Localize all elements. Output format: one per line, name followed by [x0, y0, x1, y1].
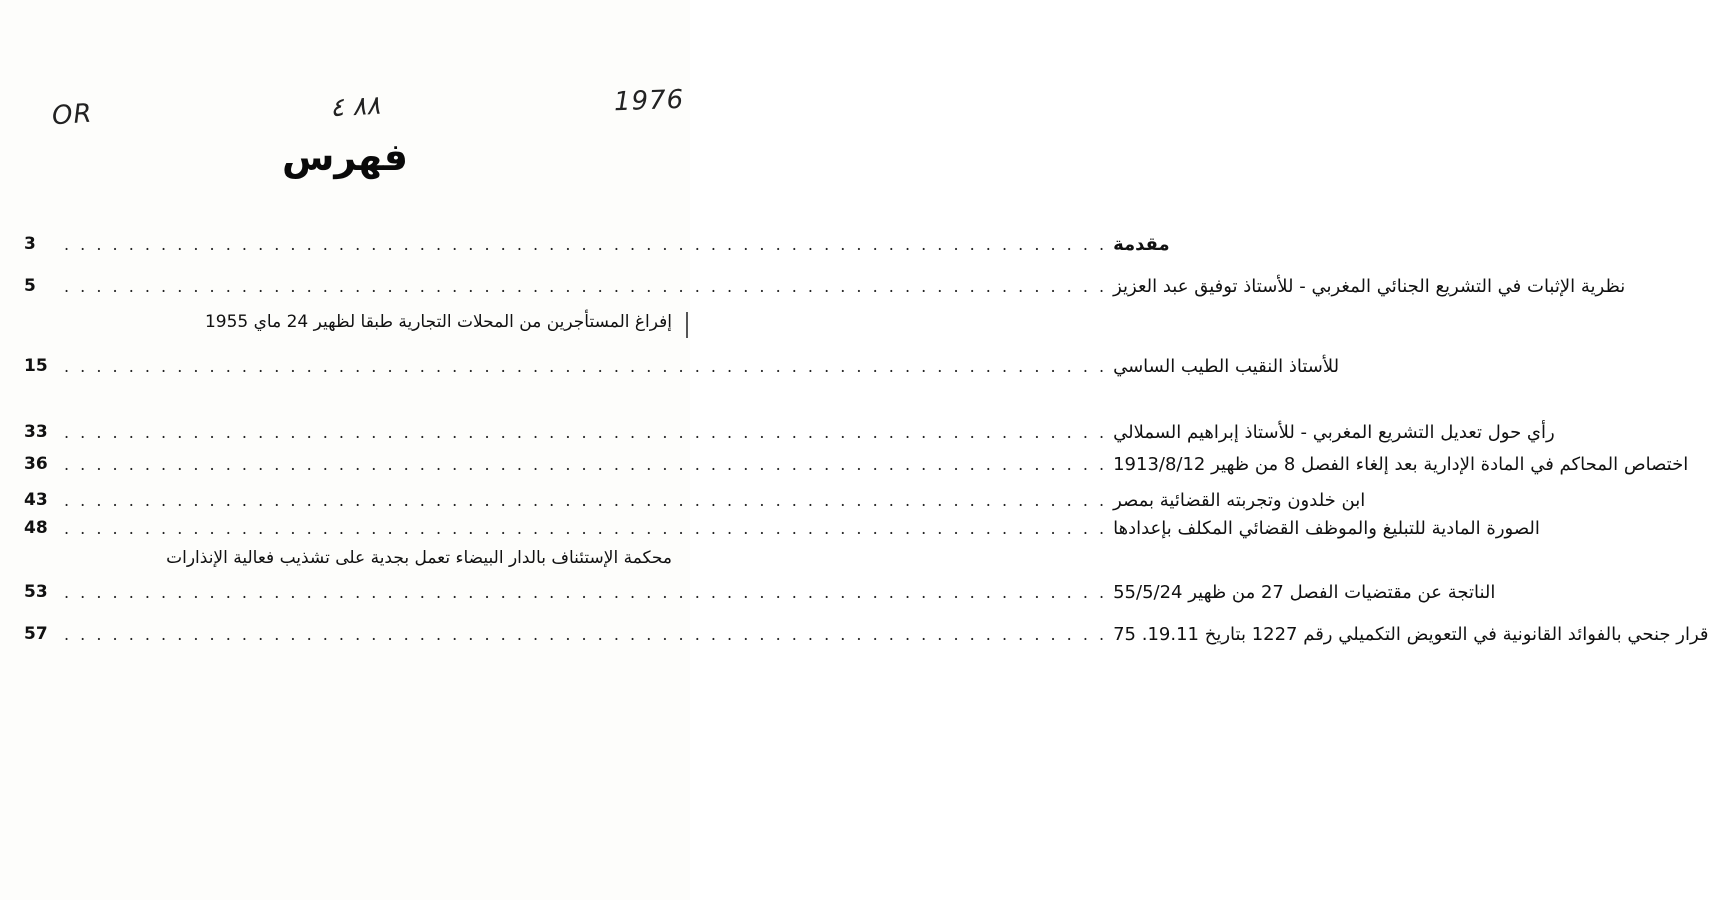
toc-leader-dots: . . . . . . . . . . . . . . . . . . . . . . . . . . . . . . . . . . . . . . . . . . . . . . . . . . . . . . . . . . . . . . . . . — [64, 356, 1108, 376]
toc-entry-title: محكمة الإستئناف بالدار البيضاء تعمل بجدية على تشذيب فعالية الإنذارات — [166, 548, 672, 568]
handwritten-note-left: OR — [51, 98, 94, 132]
toc-leader-dots: . . . . . . . . . . . . . . . . . . . . . . . . . . . . . . . . . . . . . . . . . . . . . . . . . . . . . . . . . . . . . . . . . — [64, 276, 1108, 296]
toc-entry-title: مقدمة — [1113, 233, 1170, 255]
toc-leader-dots: . . . . . . . . . . . . . . . . . . . . . . . . . . . . . . . . . . . . . . . . . . . . . . . . . . . . . . . . . . . . . . . . . — [64, 518, 1108, 538]
toc-entry-title: قرار جنحي بالفوائد القانونية في التعويض التكميلي رقم 1227 بتاريخ 19.11. 75 — [1113, 623, 1709, 645]
toc-page-number: 48 — [24, 518, 48, 538]
page-title: فهرس — [281, 135, 409, 179]
toc-leader-dots: . . . . . . . . . . . . . . . . . . . . . . . . . . . . . . . . . . . . . . . . . . . . . . . . . . . . . . . . . . . . . . . . . — [64, 624, 1108, 644]
toc-page-number: 57 — [24, 624, 48, 644]
toc-entry-title: نظرية الإثبات في التشريع الجنائي المغربي - للأستاذ توفيق عبد العزيز — [1113, 275, 1626, 297]
toc-page-number: 3 — [24, 234, 36, 254]
toc-page-number: 36 — [24, 454, 48, 474]
toc-entry — [22, 616, 1709, 652]
toc-entry-title: للأستاذ النقيب الطيب الساسي — [1113, 355, 1340, 377]
toc-page-number: 43 — [24, 490, 48, 510]
toc-entry-title: ابن خلدون وتجربته القضائية بمصر — [1113, 489, 1366, 511]
toc-entry-title: إفراغ المستأجرين من المحلات التجارية طبقا لظهير 24 ماي 1955 — [204, 312, 672, 332]
toc-entry — [22, 226, 1170, 262]
toc-entry — [22, 348, 1340, 384]
handwritten-note-year: 1976 — [613, 84, 685, 118]
toc-page-number: 5 — [24, 276, 36, 296]
toc-entry-title: الناتجة عن مقتضيات الفصل 27 من ظهير 55/5/24 — [1113, 581, 1496, 603]
toc-entry — [22, 510, 1540, 546]
toc-leader-dots: . . . . . . . . . . . . . . . . . . . . . . . . . . . . . . . . . . . . . . . . . . . . . . . . . . . . . . . . . . . . . . . . . — [64, 582, 1108, 602]
toc-page-number: 15 — [24, 356, 48, 376]
handwritten-note-middle: ٨٨ ٤ — [329, 90, 381, 124]
toc-entry — [22, 446, 1689, 482]
toc-leader-dots: . . . . . . . . . . . . . . . . . . . . . . . . . . . . . . . . . . . . . . . . . . . . . . . . . . . . . . . . . . . . . . . . . — [64, 490, 1108, 510]
toc-entry-title: رأي حول تعديل التشريع المغربي - للأستاذ إبراهيم السملالي — [1113, 421, 1555, 443]
toc-entry — [22, 574, 1496, 610]
toc-page-number: 33 — [24, 422, 48, 442]
margin-mark — [686, 312, 688, 338]
toc-entry-title: الصورة المادية للتبليغ والموظف القضائي المكلف بإعدادها — [1113, 517, 1540, 539]
toc-leader-dots: . . . . . . . . . . . . . . . . . . . . . . . . . . . . . . . . . . . . . . . . . . . . . . . . . . . . . . . . . . . . . . . . . — [64, 422, 1108, 442]
toc-page-number: 53 — [24, 582, 48, 602]
toc-leader-dots: . . . . . . . . . . . . . . . . . . . . . . . . . . . . . . . . . . . . . . . . . . . . . . . . . . . . . . . . . . . . . . . . . — [64, 454, 1108, 474]
toc-entry — [22, 268, 1626, 304]
toc-leader-dots: . . . . . . . . . . . . . . . . . . . . . . . . . . . . . . . . . . . . . . . . . . . . . . . . . . . . . . . . . . . . . . . . . — [64, 234, 1108, 254]
toc-entry-title: اختصاص المحاكم في المادة الإدارية بعد إلغاء الفصل 8 من ظهير 1913/8/12 — [1113, 453, 1689, 475]
toc-entry — [22, 414, 1555, 450]
